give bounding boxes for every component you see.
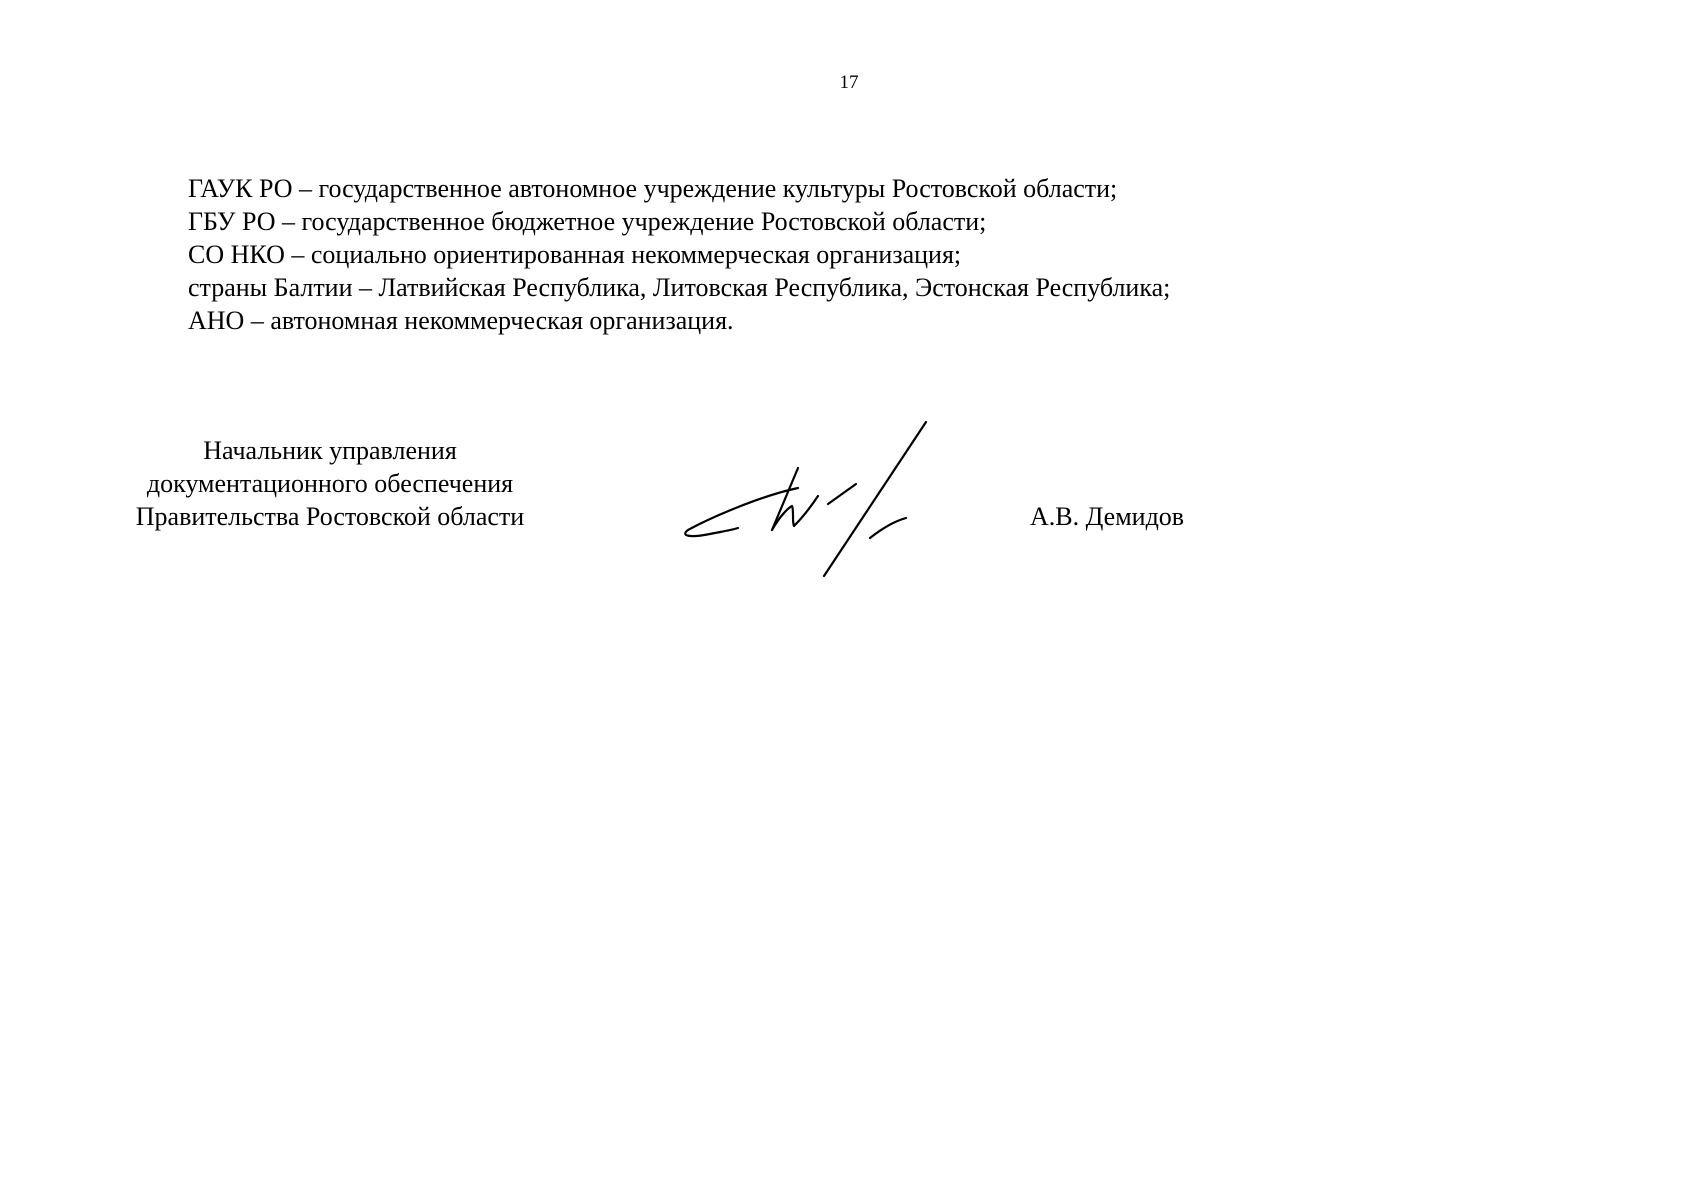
- abbreviation-item: страны Балтии – Латвийская Республика, Литовская Республика, Эстонская Республика;: [188, 273, 1171, 302]
- signatory-title-line: документационного обеспечения: [146, 469, 514, 498]
- signatory-title-line: Начальник управления: [203, 436, 457, 465]
- abbreviation-item: ГБУ РО – государственное бюджетное учреждение Ростовской области;: [188, 207, 987, 236]
- abbreviation-item: СО НКО – социально ориентированная некоммерческая организация;: [188, 240, 962, 269]
- abbreviation-item: ГАУК РО – государственное автономное учреждение культуры Ростовской области;: [188, 174, 1118, 203]
- handwritten-signature-icon: [680, 418, 960, 578]
- page-number: 17: [839, 72, 859, 93]
- signatory-name: А.В. Демидов: [1030, 502, 1185, 531]
- signatory-title-line: Правительства Ростовской области: [135, 502, 525, 531]
- abbreviation-item: АНО – автономная некоммерческая организация.: [188, 306, 734, 335]
- abbreviations-list: [188, 172, 1588, 337]
- signatory-title: [100, 434, 560, 533]
